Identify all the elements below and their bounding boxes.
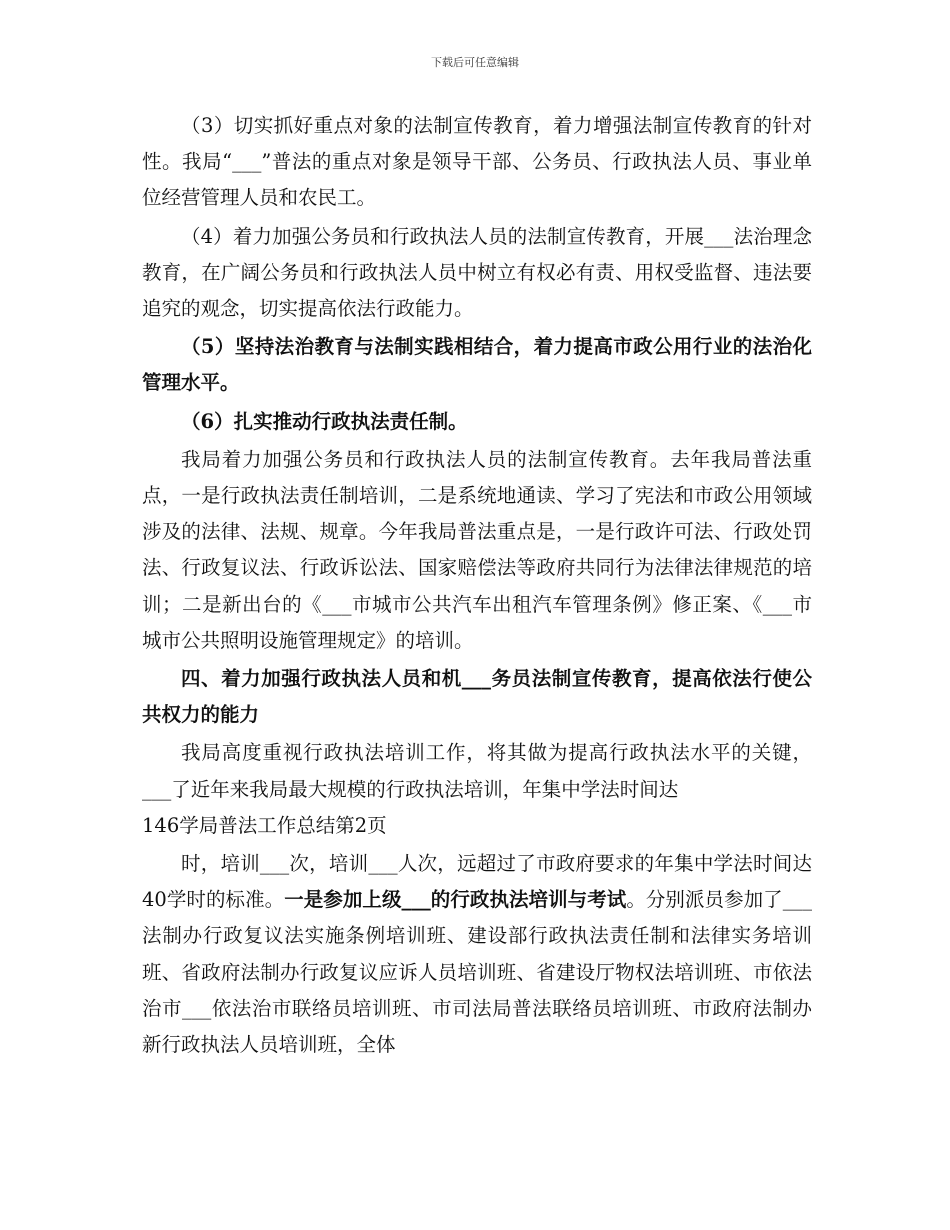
paragraph-training-focus: 我局着力加强公务员和行政执法人员的法制宣传教育。去年我局普法重点，一是行政执法责任制培训，二是系统地通读、学习了宪法和市政公用领域涉及的法律、法规、规章。今年我局普法重点是，一是行政许可法、行政处罚法、行政复议法、行政诉讼法、国家赔偿法等政府共同行为法律法律规范的培训；二是新出台的《___市城市公共汽车出租汽车管理条例》修正案、《___市城市公共照明设施管理规定》的培训。	[142, 447, 812, 652]
document-body	[142, 108, 812, 1063]
training-details-bold: 一是参加上级___的行政执法培训与考试	[284, 888, 627, 912]
paragraph-4: （4）着力加强公务员和行政执法人员的法制宣传教育，开展___法治理念教育，在广阔公务员和行政执法人员中树立有权必有责、用权受监督、违法要追究的观念，切实提高依法行政能力。	[142, 224, 812, 321]
training-details-text-1: 时，培训___次，培训___人次，远超过了市政府要求的年集中学法时间达40学时的标准。	[142, 852, 812, 912]
paragraph-training-intro: 我局高度重视行政执法培训工作，将其做为提高行政执法水平的关键，___了近年来我局最大规模的行政执法培训，年集中学法时间达	[142, 741, 812, 801]
paragraph-6-heading: （6）扎实推动行政执法责任制。	[181, 409, 468, 433]
paragraph-training-details	[142, 846, 812, 1063]
page-break-line: 146学局普法工作总结第2页	[142, 813, 387, 837]
section-four-heading: 四、着力加强行政执法人员和机___务员法制宣传教育，提高依法行使公共权力的能力	[142, 667, 812, 727]
paragraph-5-heading: （5）坚持法治教育与法制实践相结合，着力提高市政公用行业的法治化管理水平。	[142, 335, 812, 395]
paragraph-3: （3）切实抓好重点对象的法制宣传教育，着力增强法制宣传教育的针对性。我局“___”普法的重点对象是领导干部、公务员、行政执法人员、事业单位经营管理人员和农民工。	[142, 114, 812, 210]
training-details-text-2: 。分别派员参加了___法制办行政复议法实施条例培训班、建设部行政执法责任制和法律实务培训班、省政府法制办行政复议应诉人员培训班、省建设厅物权法培训班、市依法治市___依法治市联络员培训班、市司法局普法联络员培训班、市政府法制办新行政执法人员培训班，全体	[142, 888, 812, 1057]
page-header: 下载后可任意编辑	[431, 56, 519, 69]
